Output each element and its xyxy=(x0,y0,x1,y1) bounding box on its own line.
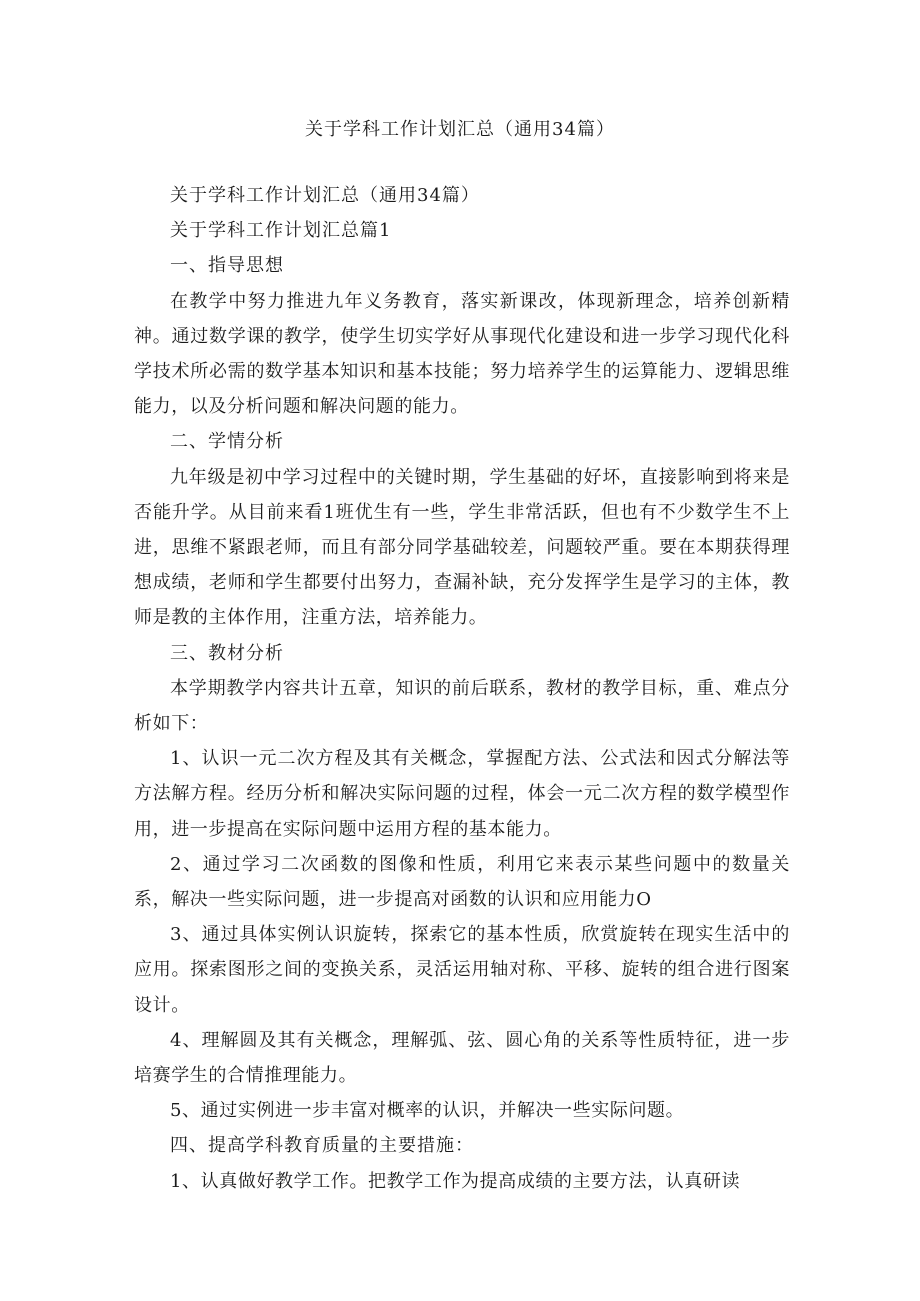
body-paragraph: 在教学中努力推进九年义务教育，落实新课改，体现新理念，培养创新精神。通过数学课的教学，使学生切实学好从事现代化建设和进一步学习现代化科学技术所必需的数学基本知识和基本技能；努力培养学生的运算能力、逻辑思维能力，以及分析问题和解决问题的能力。 xyxy=(134,290,790,418)
list-item-paragraph: 1、认真做好教学工作。把教学工作为提高成绩的主要方法，认真研读 xyxy=(170,1170,741,1192)
heading-learning-analysis: 二、学情分析 xyxy=(170,431,284,453)
section-title-paragraph: 关于学科工作计划汇总篇1 xyxy=(170,220,392,242)
document-title: 关于学科工作计划汇总（通用34篇） xyxy=(305,119,615,140)
list-item-paragraph: 2、通过学习二次函数的图像和性质，利用它来表示某些问题中的数量关系，解决一些实际问题，进一步提高对函数的认识和应用能力O xyxy=(134,853,790,911)
list-item-paragraph: 1、认识一元二次方程及其有关概念，掌握配方法、公式法和因式分解法等方法解方程。经历分析和解决实际问题的过程，体会一元二次方程的数学模型作用，进一步提高在实际问题中运用方程的基本能力。 xyxy=(134,748,790,840)
heading-measures: 四、提高学科教育质量的主要措施： xyxy=(170,1135,474,1157)
body-paragraph: 九年级是初中学习过程中的关键时期，学生基础的好坏，直接影响到将来是否能升学。从目前来看1班优生有一些，学生非常活跃，但也有不少数学生不上进，思维不紧跟老师，而且有部分同学基础较差，问题较严重。要在本期获得理想成绩，老师和学生都要付出努力，查漏补缺，充分发挥学生是学习的主体，教师是教的主体作用，注重方法，培养能力。 xyxy=(134,466,790,629)
heading-guiding-thought: 一、指导思想 xyxy=(170,255,284,277)
list-item-paragraph: 5、通过实例进一步丰富对概率的认识，并解决一些实际问题。 xyxy=(170,1100,685,1122)
list-item-paragraph: 4、理解圆及其有关概念，理解弧、弦、圆心角的关系等性质特征，进一步培赛学生的合情推理能力。 xyxy=(134,1029,790,1087)
heading-textbook-analysis: 三、教材分析 xyxy=(170,642,284,664)
body-paragraph: 本学期教学内容共计五章，知识的前后联系，教材的教学目标，重、难点分析如下： xyxy=(134,677,790,735)
document-body xyxy=(134,178,790,1199)
subtitle-paragraph: 关于学科工作计划汇总（通用34篇） xyxy=(170,185,480,206)
list-item-paragraph: 3、通过具体实例认识旋转，探索它的基本性质，欣赏旋转在现实生活中的应用。探索图形之间的变换关系，灵活运用轴对称、平移、旋转的组合进行图案设计。 xyxy=(134,924,790,1016)
